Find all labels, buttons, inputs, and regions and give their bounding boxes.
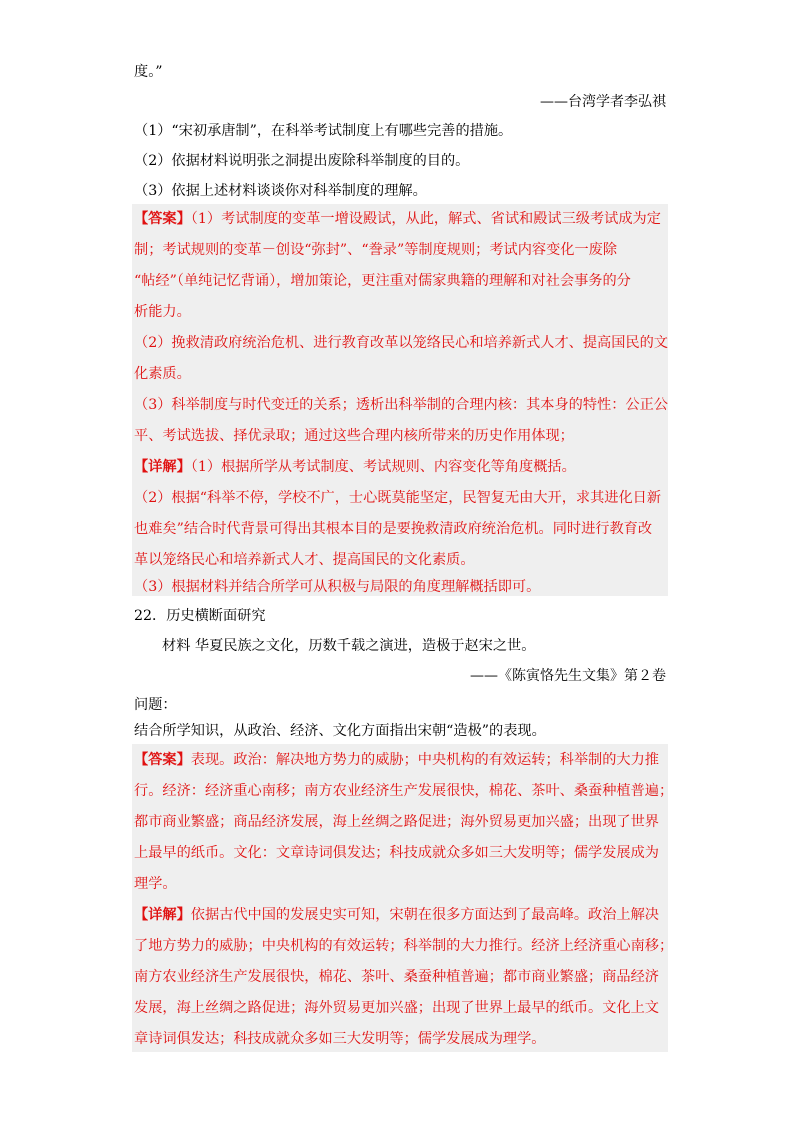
detail-22-line-4: 发展，海上丝绸之路促进；海外贸易更加兴盛；出现了世界上最早的纸币。文化上文 [134,1000,659,1016]
detail-21-line-2: （2）根据“科举不停，学校不广，士心既莫能坚定，民智复无由大开，求其进化日新 [134,490,662,506]
answer-21-line-6: 化素质。 [134,366,191,382]
answer-22-line-3: 都市商业繁盛；商品经济发展，海上丝绸之路促进；海外贸易更加兴盛；出现了世界 [134,814,659,830]
detail-tag: 【详解】 [134,459,191,475]
answer-21-line-7: （3）科举制度与时代变迁的关系；透析出科举制的合理内核：其本身的特性：公正公 [134,397,668,413]
detail-22-line-2: 了地方势力的威胁；中央机构的有效运转；科举制的大力推行。经济上经济重心南移； [134,938,674,954]
question-3: （3）依据上述材料谈谈你对科举制度的理解。 [134,183,427,199]
answer-22-line-4: 上最早的纸币。文化：文章诗词俱发达；科技成就众多如三大发明等；儒学发展成为 [134,845,659,861]
top-fragment: 度。” [134,64,163,80]
question-22-prompt: 结合所学知识，从政治、经济、文化方面指出宋朝“造极”的表现。 [134,723,546,739]
answer-21-line-3: “帖经”（单纯记忆背诵），增加策论，更注重对儒家典籍的理解和对社会事务的分 [134,273,631,289]
question-1: （1）“宋初承唐制”，在科举考试制度上有哪些完善的措施。 [134,123,513,139]
answer-21-line-8: 平、考试选拔、择优录取；通过这些合理内核所带来的历史作用体现； [134,428,574,444]
question-22-material: 材料 华夏民族之文化，历数千载之演进，造极于赵宋之世。 [162,638,536,654]
detail-22-line-3: 南方农业经济生产发展很快，棉花、茶叶、桑蚕种植普遍；都市商业繁盛；商品经济 [134,969,659,985]
attribution-chen: ——《陈寅恪先生文集》第２卷 [470,668,666,684]
answer-21-line-5: （2）挽救清政府统治危机、进行教育改革以笼络民心和培养新式人才、提高国民的文 [134,335,668,351]
detail-22-line-5: 章诗词俱发达；科技成就众多如三大发明等；儒学发展成为理学。 [134,1031,546,1047]
detail-22-line-1: 【详解】依据古代中国的发展史实可知，宋朝在很多方面达到了最高峰。政治上解决 [134,907,659,923]
answer-22-line-2: 行。经济：经济重心南移；南方农业经济生产发展很快，棉花、茶叶、桑蚕种植普遍； [134,783,674,799]
detail-21-line-5: （3）根据材料并结合所学可从积极与局限的角度理解概括即可。 [134,579,541,595]
detail-21-line-3: 也难矣”结合时代背景可得出其根本目的是要挽救清政府统治危机。同时进行教育改 [134,521,653,537]
detail-tag-22: 【详解】 [134,907,191,923]
answer-21-line-1: 【答案】（1）考试制度的变革一增设殿试，从此，解式、省试和殿试三级考试成为定 [134,211,661,227]
detail-21-line-1: 【详解】（1）根据所学从考试制度、考试规则、内容变化等角度概括。 [134,459,576,475]
attribution-li: ——台湾学者李弘祺 [540,94,666,110]
answer-21-line-2: 制；考试规则的变革－创设“弥封”、“誊录”等制度规则；考试内容变化一废除 [134,242,618,258]
answer-tag: 【答案】 [134,211,191,227]
question-2: （2）依据材料说明张之洞提出废除科举制度的目的。 [134,153,470,169]
question-22-prompt-label: 问题： [134,697,177,713]
question-22-title: 22．历史横断面研究 [134,608,266,624]
answer-22-line-1: 【答案】表现。政治：解决地方势力的威胁；中央机构的有效运转；科举制的大力推 [134,752,659,768]
answer-22-line-5: 理学。 [134,876,177,892]
detail-21-line-4: 革以笼络民心和培养新式人才、提高国民的文化素质。 [134,552,475,568]
answer-21-line-4: 析能力。 [134,304,191,320]
answer-tag-22: 【答案】 [134,752,191,768]
